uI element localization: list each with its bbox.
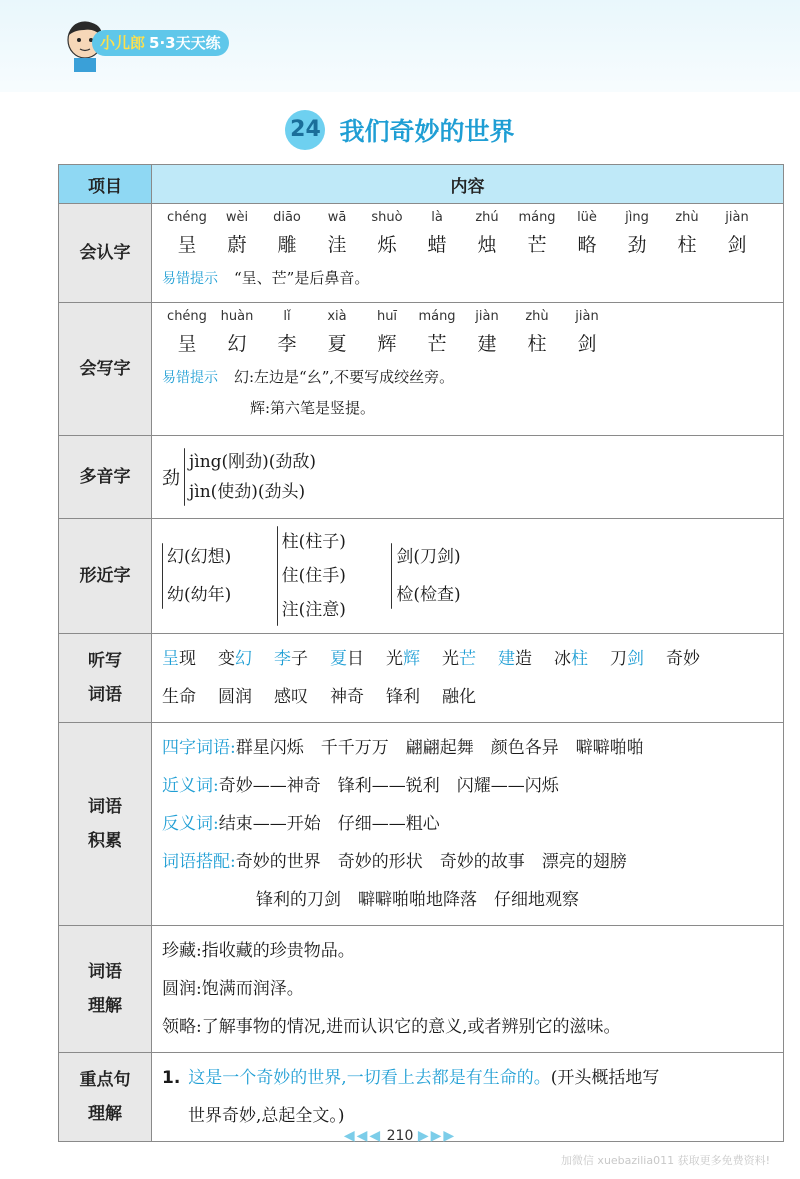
dictation-word (610, 649, 644, 669)
pinyin: shuò (371, 210, 403, 225)
pinyin: wā (327, 210, 347, 225)
hanzi: 夏 (327, 333, 347, 355)
polyphone-char: 劲 (162, 468, 180, 489)
group-items (167, 538, 231, 614)
char-cell (412, 309, 462, 356)
char-list (162, 309, 773, 356)
label-line: 积累 (88, 831, 122, 851)
dictation-word: 锋利 (386, 687, 420, 707)
page-number (0, 1128, 800, 1144)
dictation-word (554, 649, 588, 669)
hanzi: 建 (477, 333, 497, 355)
highlight-char: 剑 (627, 649, 644, 669)
plain-char: 造 (515, 649, 532, 669)
label-line: 词语 (88, 685, 122, 705)
similar-word: 住(住手) (281, 566, 346, 586)
dictation-word: 感叹 (274, 687, 308, 707)
plain-char: 变 (218, 649, 235, 669)
right-arrows-icon: ▶▶▶ (417, 1128, 457, 1144)
dapei-text: 奇妙的世界 奇妙的形状 奇妙的故事 漂亮的翅膀 (235, 852, 627, 872)
char-cell (612, 210, 662, 257)
dictation-word (666, 649, 700, 669)
group-items (396, 538, 460, 614)
pinyin: huī (376, 309, 398, 324)
polyphone-group (162, 447, 316, 507)
hanzi: 剑 (577, 333, 597, 355)
char-cell (362, 210, 412, 257)
char-cell (462, 309, 512, 356)
plain-char: 子 (291, 649, 308, 669)
tip-line (162, 397, 773, 418)
hanzi: 蔚 (227, 234, 247, 256)
pinyin: lüè (577, 210, 597, 225)
char-cell (212, 309, 262, 356)
jinyi-line (162, 767, 773, 805)
pinyin: chéng (167, 210, 207, 225)
left-arrows-icon: ◀◀◀ (343, 1128, 383, 1144)
label-line: 词语 (88, 962, 122, 982)
content-tingxie (152, 634, 784, 723)
hanzi: 剑 (727, 234, 747, 256)
dapei-line-2: 锋利的刀剑 噼噼啪啪地降落 仔细地观察 (256, 890, 579, 910)
highlight-char: 柱 (571, 649, 588, 669)
hanzi: 芒 (427, 333, 447, 355)
highlight-char: 辉 (403, 649, 420, 669)
char-cell (262, 210, 312, 257)
label-tingxie (59, 634, 152, 723)
tip-text: 辉:第六笔是竖提。 (250, 399, 376, 417)
brace (162, 543, 163, 609)
pinyin: là (431, 210, 443, 225)
hanzi: 柱 (527, 333, 547, 355)
char-cell (562, 309, 612, 356)
label-line: 理解 (88, 1104, 122, 1124)
lesson-title (0, 110, 800, 150)
highlight-char: 建 (498, 649, 515, 669)
highlight-char: 呈 (162, 649, 179, 669)
hanzi: 烛 (477, 234, 497, 256)
pinyin: máng (418, 309, 456, 324)
polyphone-readings (189, 447, 316, 507)
char-cell (162, 210, 212, 257)
content-huixiezi (152, 303, 784, 436)
lesson-number: 24 (285, 110, 325, 150)
plain-char: 光 (386, 649, 403, 669)
similar-word: 柱(柱子) (281, 532, 346, 552)
pinyin: lǐ (283, 309, 291, 324)
pinyin: diāo (273, 210, 301, 225)
similar-word: 注(注意) (281, 600, 346, 620)
char-cell (712, 210, 762, 257)
dapei-line (162, 843, 773, 881)
hanzi: 雕 (277, 234, 297, 256)
definition: 领略:了解事物的情况,进而认识它的意义,或者辨别它的滋味。 (162, 1017, 621, 1037)
hanzi: 略 (577, 234, 597, 256)
tip-label: 易错提示 (162, 370, 218, 386)
row-lijie (59, 926, 784, 1053)
brace (391, 543, 392, 609)
highlight-char: 李 (274, 649, 291, 669)
fanyi-line (162, 805, 773, 843)
tip-text: 幻:左边是“幺”,不要写成绞丝旁。 (234, 368, 455, 386)
sentence-note: (开头概括地写 (550, 1068, 660, 1088)
hanzi: 洼 (327, 234, 347, 256)
char-cell (262, 309, 312, 356)
key-sentence-line (162, 1059, 773, 1097)
pinyin: jìng (625, 210, 649, 225)
dictation-word (386, 649, 420, 669)
hanzi: 柱 (677, 234, 697, 256)
header-item: 项目 (59, 165, 152, 204)
dictation-word (218, 649, 252, 669)
pinyin: jiàn (725, 210, 749, 225)
pinyin: zhù (675, 210, 699, 225)
pinyin: wèi (225, 210, 249, 225)
label-huixiezi: 会写字 (59, 303, 152, 436)
dictation-row (162, 640, 773, 678)
hanzi: 芒 (527, 234, 547, 256)
char-cell (512, 210, 562, 257)
pinyin: chéng (167, 309, 207, 324)
reading-2: jìn(使劲)(劲头) (189, 482, 306, 502)
watermark: 加微信 xuebazilia011 获取更多免费资料! (560, 1154, 770, 1167)
similar-word: 剑(刀剑) (396, 547, 461, 567)
char-list (162, 210, 773, 257)
hanzi: 劲 (627, 234, 647, 256)
content-lijie (152, 926, 784, 1053)
plain-char: 现 (179, 649, 196, 669)
tip-line (162, 267, 773, 288)
hanzi: 辉 (377, 333, 397, 355)
label-jilei (59, 723, 152, 926)
dictation-word (498, 649, 532, 669)
highlight-char: 芒 (459, 649, 476, 669)
label-line: 重点句 (79, 1070, 131, 1090)
highlight-char: 夏 (330, 649, 347, 669)
hanzi: 烁 (377, 234, 397, 256)
jinyi-label: 近义词: (162, 776, 219, 796)
pinyin: máng (518, 210, 556, 225)
hanzi: 幻 (227, 333, 247, 355)
char-cell (162, 309, 212, 356)
row-duoyinzi (59, 436, 784, 519)
pinyin: xià (327, 309, 347, 324)
brand-product: 5·3天天练 (149, 34, 221, 52)
similar-word: 幻(幻想) (167, 547, 232, 567)
char-cell (312, 309, 362, 356)
tip-text: “呈、芒”是后鼻音。 (234, 269, 370, 287)
label-line: 听写 (88, 651, 122, 671)
dictation-word (162, 649, 196, 669)
dictation-word: 神奇 (330, 687, 364, 707)
key-sentence: 这是一个奇妙的世界,一切看上去都是有生命的。 (188, 1068, 551, 1088)
similar-word: 检(检查) (396, 585, 461, 605)
dictation-word (274, 649, 308, 669)
plain-char: 刀 (610, 649, 627, 669)
definition: 珍藏:指收藏的珍贵物品。 (162, 941, 355, 961)
content-jilei (152, 723, 784, 926)
summary-table (58, 164, 784, 1142)
plain-char: 光 (442, 649, 459, 669)
label-line: 理解 (88, 996, 122, 1016)
char-cell (212, 210, 262, 257)
table-header-row (59, 165, 784, 204)
dictation-word: 生命 (162, 687, 196, 707)
content-huirenzi (152, 204, 784, 303)
brace (277, 526, 278, 626)
sentence-number: 1. (162, 1068, 181, 1088)
plain-char: 日 (347, 649, 364, 669)
pinyin: jiàn (475, 309, 499, 324)
sizi-line (162, 729, 773, 767)
group-items (282, 525, 346, 627)
hanzi: 呈 (177, 234, 197, 256)
dictation-word (442, 649, 476, 669)
plain-char: 冰 (554, 649, 571, 669)
pinyin: zhù (525, 309, 549, 324)
dictation-word: 融化 (442, 687, 476, 707)
label-duoyinzi: 多音字 (59, 436, 152, 519)
jinyi-text: 奇妙——神奇 锋利——锐利 闪耀——闪烁 (218, 776, 559, 796)
pinyin: jiàn (575, 309, 599, 324)
content-duoyinzi (152, 436, 784, 519)
hanzi: 蜡 (427, 234, 447, 256)
label-lijie (59, 926, 152, 1053)
fanyi-text: 结束——开始 仔细——粗心 (218, 814, 440, 834)
hanzi: 呈 (177, 333, 197, 355)
similar-group-2 (277, 525, 346, 627)
char-cell (412, 210, 462, 257)
highlight-char: 幻 (235, 649, 252, 669)
row-tingxie (59, 634, 784, 723)
reading-1: jìng(刚劲)(劲敌) (189, 452, 317, 472)
dictation-word: 圆润 (218, 687, 252, 707)
similar-word: 幼(幼年) (167, 585, 232, 605)
page-number-text: 210 (386, 1128, 414, 1144)
hanzi: 李 (277, 333, 297, 355)
char-cell (312, 210, 362, 257)
definition: 圆润:饱满而润泽。 (162, 979, 304, 999)
similar-group-3 (391, 538, 460, 614)
dapei-label: 词语搭配: (162, 852, 236, 872)
char-cell (662, 210, 712, 257)
tip-label: 易错提示 (162, 271, 218, 287)
char-cell (362, 309, 412, 356)
row-xingjinzi (59, 519, 784, 634)
char-cell (512, 309, 562, 356)
tip-line (162, 366, 773, 387)
pinyin: huàn (220, 309, 254, 324)
label-xingjinzi: 形近字 (59, 519, 152, 634)
brand-series: 小儿郎 (100, 34, 146, 52)
row-huixiezi (59, 303, 784, 436)
char-cell (562, 210, 612, 257)
header-content: 内容 (152, 165, 784, 204)
sizi-label: 四字词语: (162, 738, 236, 758)
dictation-word (330, 649, 364, 669)
pinyin: zhú (475, 210, 499, 225)
row-jilei (59, 723, 784, 926)
row-huirenzi (59, 204, 784, 303)
plain-char: 奇妙 (666, 649, 700, 669)
fanyi-label: 反义词: (162, 814, 219, 834)
dictation-row (162, 678, 773, 716)
content-xingjinzi (152, 519, 784, 634)
brace (184, 448, 185, 506)
label-huirenzi: 会认字 (59, 204, 152, 303)
label-line: 词语 (88, 797, 122, 817)
lesson-name: 我们奇妙的世界 (339, 117, 515, 146)
sentence-note-2: 世界奇妙,总起全文。) (188, 1106, 345, 1126)
char-cell (462, 210, 512, 257)
sizi-text: 群星闪烁 千千万万 翩翩起舞 颜色各异 噼噼啪啪 (235, 738, 644, 758)
similar-group-1 (162, 538, 231, 614)
brand-logo (92, 30, 229, 56)
